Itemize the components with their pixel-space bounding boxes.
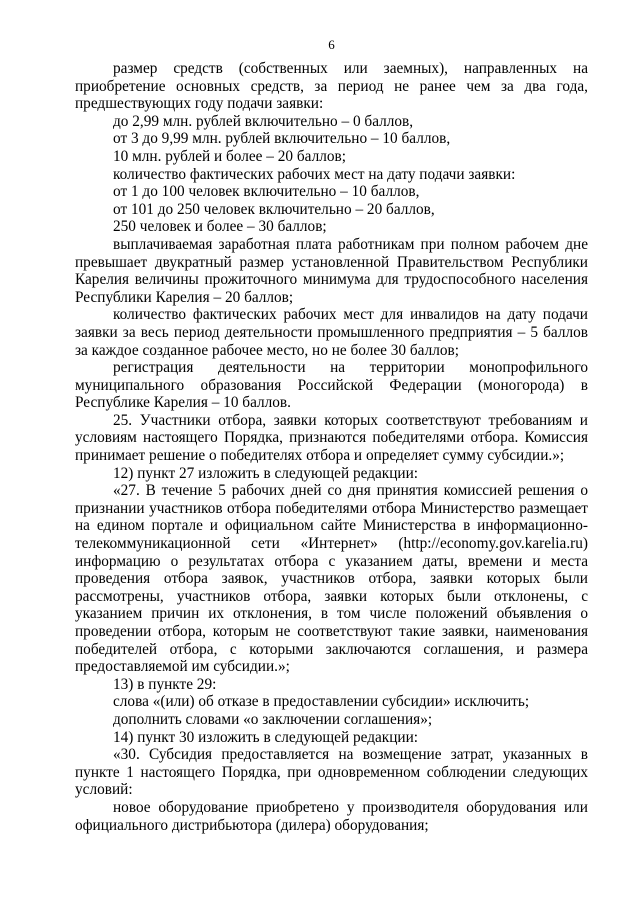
- paragraph: «30. Субсидия предоставляется на возмещение затрат, указанных в пункте 1 настоящего Порядка, при одновременном соблюдении следующих условий:: [75, 746, 588, 799]
- paragraph: от 3 до 9,99 млн. рублей включительно – 10 баллов,: [113, 130, 451, 148]
- paragraph: регистрация деятельности на территории монопрофильного муниципального образования Российской Федерации (моногорода) в Республике Карелия – 10 баллов.: [75, 359, 588, 412]
- paragraph: количество фактических рабочих мест на дату подачи заявки:: [113, 165, 516, 183]
- paragraph: от 1 до 100 человек включительно – 10 баллов,: [113, 183, 420, 201]
- paragraph: 250 человек и более – 30 баллов;: [113, 218, 327, 236]
- paragraph: размер средств (собственных или заемных), направленных на приобретение основных средств, за период не ранее чем за два года, предшествующих году подачи заявки:: [75, 60, 588, 113]
- paragraph: от 101 до 250 человек включительно – 20 баллов,: [113, 200, 435, 218]
- document-body: [75, 60, 588, 834]
- page-number: 6: [328, 37, 335, 52]
- paragraph: новое оборудование приобретено у производителя оборудования или официального дистрибьютора (дилера) оборудования;: [75, 798, 588, 834]
- paragraph: количество фактических рабочих мест для инвалидов на дату подачи заявки за весь период деятельности промышленного предприятия – 5 баллов за каждое созданное рабочее место, но не более 30 баллов;: [75, 306, 588, 359]
- paragraph: 12) пункт 27 изложить в следующей редакции:: [113, 464, 419, 482]
- paragraph: дополнить словами «о заключении соглашения»;: [113, 710, 433, 728]
- paragraph: 25. Участники отбора, заявки которых соответствуют требованиям и условиям настоящего Порядка, признаются победителями отбора. Комиссия принимает решение о победителях отбора и определяет сумму субсидии.»;: [75, 411, 588, 465]
- paragraph: 14) пункт 30 изложить в следующей редакции:: [113, 728, 419, 746]
- paragraph: слова «(или) об отказе в предоставлении субсидии» исключить;: [113, 693, 530, 711]
- paragraph: «27. В течение 5 рабочих дней со дня принятия комиссией решения о признании участников отбора победителями отбора Министерство размещает на едином портале и официальном сайте Министерства в информационно-телекоммуникационной сети «Интернет» (http://economy.gov.karelia.ru) информацию о результатах отбора с указанием даты, времени и места проведения отбора заявок, участников отбора, заявки которых были рассмотрены, участников отбора, заявки которых были отклонены, с указанием причин их отклонения, в том числе положений объявления о проведении отбора, которым не соответствуют такие заявки, наименования победителей отбора, с которыми заключаются соглашения, и размера предоставляемой им субсидии.»;: [75, 482, 588, 676]
- paragraph: до 2,99 млн. рублей включительно – 0 баллов,: [113, 112, 414, 130]
- paragraph: выплачиваемая заработная плата работникам при полном рабочем дне превышает двукратный размер установленной Правительством Республики Карелия величины прожиточного минимума для трудоспособного населения Республики Карелия – 20 баллов;: [75, 235, 588, 306]
- paragraph: 13) в пункте 29:: [113, 675, 217, 693]
- paragraph: 10 млн. рублей и более – 20 баллов;: [113, 147, 346, 165]
